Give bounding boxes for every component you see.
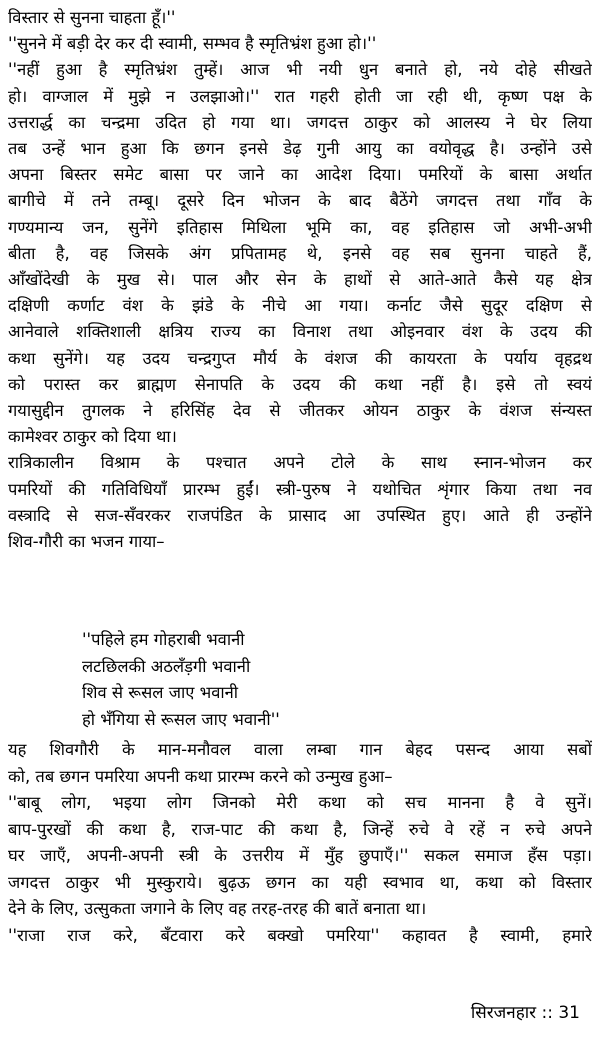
verse-line: हो भँगिया से रूसल जाए भवानी'' bbox=[82, 709, 280, 729]
text-line: शिव-गौरी का भजन गाया– bbox=[8, 532, 165, 551]
text-line: कथा सुनेंगे। यह उदय चन्द्रगुप्त मौर्य के वंशज की कायरता के पर्याय वृहद्रथ bbox=[8, 348, 592, 368]
text-line: कामेश्वर ठाकुर को दिया था। bbox=[8, 427, 177, 447]
text-line: ''नहीं हुआ है स्मृतिभ्रंश तुम्हें। आज भी नयी धुन बनाते हो, नये दोहे सीखते bbox=[8, 60, 592, 80]
text-line: बागीचे में तने तम्बू। दूसरे दिन भोजन के बाद बैठेंगे जगदत्त तथा गाँव के bbox=[8, 191, 592, 211]
text-line: को परास्त कर ब्राह्मण सेनापति के उदय की कथा नहीं है। इसे तो स्वयं bbox=[8, 374, 592, 394]
text-line: गण्यमान्य जन, सुनेंगे इतिहास मिथिला भूमि का, वह इतिहास जो अभी-अभी bbox=[8, 217, 592, 237]
text-line: रात्रिकालीन विश्राम के पश्चात अपने टोले के साथ स्नान-भोजन कर bbox=[8, 453, 592, 473]
text-line: पमरियों की गतिविधियाँ प्रारम्भ हुईं। स्त्री-पुरुष ने यथोचित शृंगार किया तथा नव bbox=[8, 479, 592, 499]
text-line: ''बाबू लोग, भइया लोग जिनको मेरी कथा को सच मानना है वे सुनें। bbox=[8, 793, 592, 812]
text-line: गयासुद्दीन तुगलक ने हरिसिंह देव से जीतकर ओयन ठाकुर के वंशज संन्यस्त bbox=[8, 401, 592, 420]
text-line: को, तब छगन पमरिया अपनी कथा प्रारम्भ करने को उन्मुख हुआ– bbox=[8, 766, 393, 786]
text-line: देने के लिए, उत्सुकता जगाने के लिए वह तरह-तरह की बातें बनाता था। bbox=[8, 899, 427, 918]
text-line: वस्त्रादि से सज-सँवरकर राजपंडित के प्रासाद आ उपस्थित हुए। आते ही उन्होंने bbox=[8, 505, 592, 525]
text-line: विस्तार से सुनना चाहता हूँ।'' bbox=[8, 8, 176, 27]
page-footer: सिरजनहार :: 31 bbox=[470, 1003, 580, 1023]
verse-line: लटछिलकी अठलँड़गी भवानी bbox=[82, 656, 251, 676]
verse-line: शिव से रूसल जाए भवानी bbox=[82, 683, 239, 702]
text-line: बाप-पुरखों की कथा है, राज-पाट की कथा है, जिन्हें रुचे वे रहें न रुचे अपने bbox=[8, 819, 592, 839]
text-line: आनेवाले शक्तिशाली क्षत्रिय राज्य का विनाश तथा ओइनवार वंश के उदय की bbox=[8, 322, 592, 342]
text-line: दक्षिणी कर्णाट वंश के झंडे के नीचे आ गया। कर्नाट जैसे सुदूर दक्षिण से bbox=[8, 296, 592, 316]
text-line: तब उन्हें भान हुआ कि छगन इनसे डेढ़ गुनी आयु का वयोवृद्ध है। उन्होंने उसे bbox=[8, 139, 592, 158]
text-line: हो। वाग्जाल में मुझे न उलझाओ।'' रात गहरी होती जा रही थी, कृष्ण पक्ष के bbox=[8, 86, 592, 106]
text-line: आँखोंदेखी के मुख से। पाल और सेन के हाथों से आते-आते कैसे यह क्षेत्र bbox=[8, 270, 592, 289]
text-line: उत्तरार्द्ध का चन्द्रमा उदित हो गया था। जगदत्त ठाकुर को आलस्य ने घेर लिया bbox=[8, 112, 592, 132]
text-line: यह शिवगौरी के मान-मनौवल वाला लम्बा गान बेहद पसन्द आया सबों bbox=[8, 740, 592, 759]
text-line: जगदत्त ठाकुर भी मुस्कुराये। बुढ़ऊ छगन का यही स्वभाव था, कथा को विस्तार bbox=[8, 872, 592, 892]
text-line: घर जाएँ, अपनी-अपनी स्त्री के उत्तरीय में मुँह छुपाएँ।'' सकल समाज हँस पड़ा। bbox=[8, 846, 592, 865]
text-line: अपना बिस्तर समेट बासा पर जाने का आदेश दिया। पमरियों के बासा अर्थात bbox=[8, 165, 592, 185]
text-line: ''राजा राज करे, बँटवारा करे बक्खो पमरिया'' कहावत है स्वामी, हमारे bbox=[8, 925, 592, 945]
text-line: बीता है, वह जिसके अंग प्रपितामह थे, इनसे वह सब सुनना चाहते हैं, bbox=[8, 243, 592, 263]
verse-line: ''पहिले हम गोहराबी भवानी bbox=[82, 630, 245, 649]
text-line: ''सुनने में बड़ी देर कर दी स्वामी, सम्भव है स्मृतिभ्रंश हुआ हो।'' bbox=[8, 34, 377, 54]
